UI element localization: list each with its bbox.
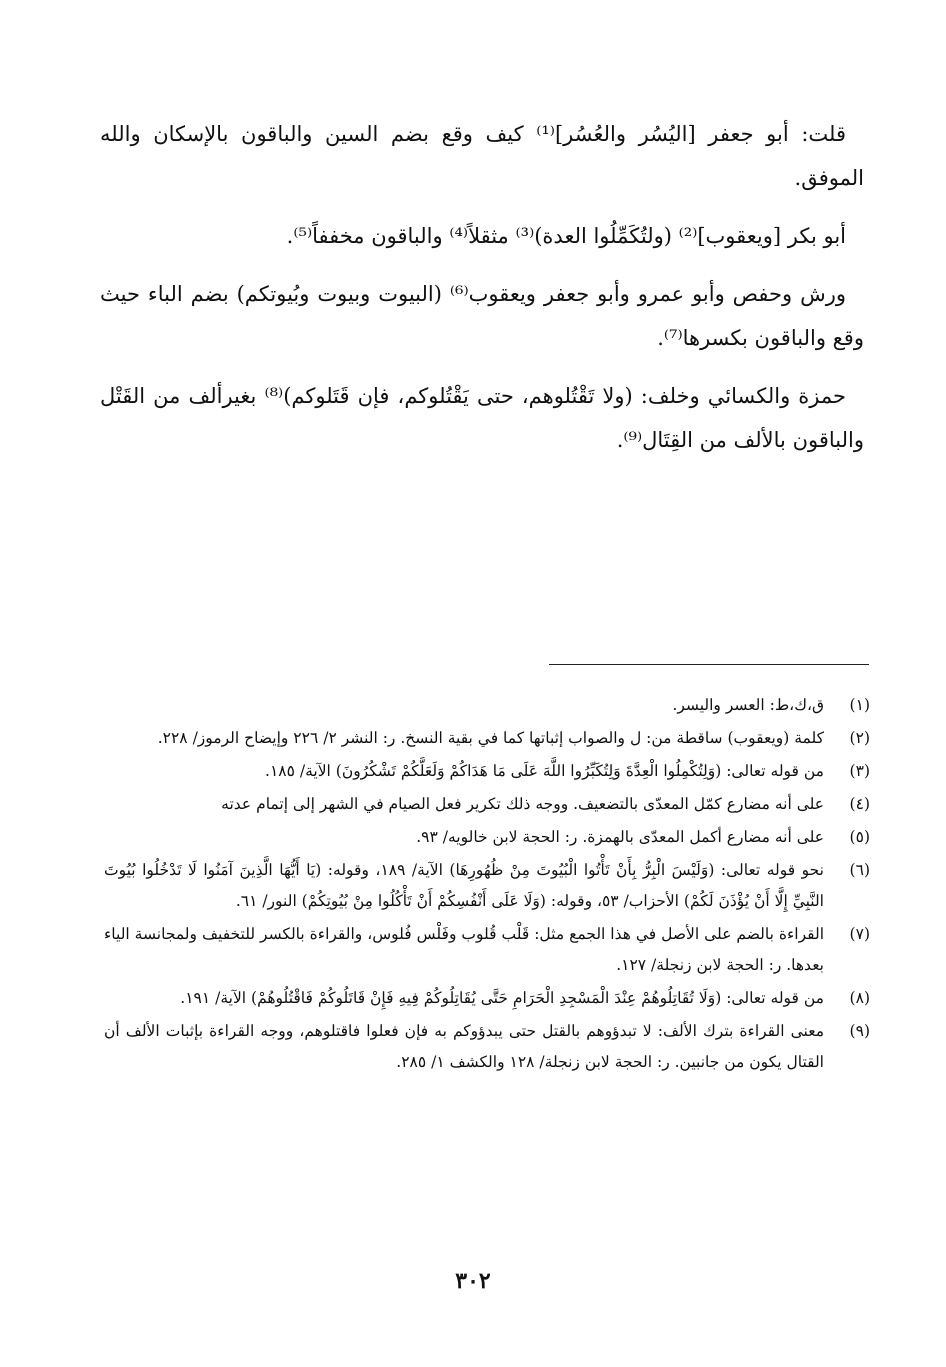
- footnote: [104, 919, 870, 981]
- footnote-number: (٦): [849, 861, 870, 879]
- footnote: [104, 983, 870, 1014]
- footnote-text: من قوله تعالى: (وَلِتُكْمِلُوا الْعِدَّةَ وَلِتُكَبِّرُوا اللَّهَ عَلَى مَا هَدَاكُمْ وَلَعَلَّكُمْ تَشْكُرُونَ) الآية/ ١٨٥.: [265, 762, 824, 780]
- footnote-number: (١): [849, 696, 870, 714]
- main-text: [100, 112, 864, 476]
- footnote-number: (٨): [849, 989, 870, 1007]
- footnote-text: نحو قوله تعالى: (وَلَيْسَ الْبِرُّ بِأَنْ تَأْتُوا الْبُيُوتَ مِنْ ظُهُورِهَا) الآية/ ١٨٩، وقوله: (يَا أَيُّهَا الَّذِينَ آمَنُوا لَا تَدْخُلُوا بُيُوتَ النَّبِيِّ إِلَّا أَنْ يُؤْذَنَ لَكُمْ) الأحزاب/ ٥٣، وقوله: (وَلَا عَلَى أَنْفُسِكُمْ أَنْ تَأْكُلُوا مِنْ بُيُوتِكُمْ) النور/ ٦١.: [104, 861, 824, 910]
- footnote-divider: [549, 664, 869, 665]
- footnote-number: (٥): [849, 828, 870, 846]
- footnote: [104, 855, 870, 917]
- footnotes: [104, 690, 870, 1080]
- footnote-text: على أنه مضارع أكمل المعدّى بالهمزة. ر: الحجة لابن خالويه/ ٩٣.: [416, 828, 824, 846]
- footnote-text: كلمة (ويعقوب) ساقطة من: ل والصواب إثباتها كما في بقية النسخ. ر: النشر ٢/ ٢٢٦ وإيضاح الرموز/ ٢٢٨.: [157, 729, 824, 747]
- footnote: [104, 690, 870, 721]
- footnote-text: معنى القراءة بترك الألف: لا تبدؤوهم بالقتل حتى يبدؤوكم به فإن فعلوا فاقتلوهم، ووجه القراءة بإثبات الألف أن القتال يكون من جانبين. ر: الحجة لابن زنجلة/ ١٢٨ والكشف ١/ ٢٨٥.: [104, 1022, 825, 1071]
- footnote: [104, 723, 870, 754]
- footnote: [104, 789, 870, 820]
- paragraph: حمزة والكسائي وخلف: (ولا تَقْتُلوهم، حتى يَقْتُلوكم، فإن قَتَلوكم)⁽⁸⁾ بغيرألف من القَتْل والباقون بالألف من القِتَال⁽⁹⁾.: [100, 384, 864, 452]
- paragraph: أبو بكر [ويعقوب]⁽²⁾ (ولتُكَمِّلُوا العدة)⁽³⁾ مثقلاً⁽⁴⁾ والباقون مخففاً⁽⁵⁾.: [286, 224, 846, 248]
- page-number: ٣٠٢: [455, 1268, 491, 1294]
- footnote-number: (٩): [849, 1022, 870, 1040]
- footnote-text: القراءة بالضم على الأصل في هذا الجمع مثل: قَلْب قُلوب وفَلْس فُلوس، والقراءة بالكسر للتخفيف ولمجانسة الياء بعدها. ر: الحجة لابن زنجلة/ ١٢٧.: [104, 925, 824, 974]
- footnote-text: على أنه مضارع كمّل المعدّى بالتضعيف. ووجه ذلك تكرير فعل الصيام في الشهر إلى إتمام عدته: [221, 795, 824, 813]
- footnote-text: ق،ك،ط: العسر واليسر.: [672, 696, 824, 714]
- footnote-text: من قوله تعالى: (وَلَا تُقَاتِلُوهُمْ عِنْدَ الْمَسْجِدِ الْحَرَامِ حَتَّى يُقَاتِلُوكُمْ فِيهِ فَإِنْ قَاتَلُوكُمْ فَاقْتُلُوهُمْ) الآية/ ١٩١.: [180, 989, 824, 1007]
- footnote: [104, 1016, 870, 1078]
- footnote-number: (٧): [849, 925, 870, 943]
- footnote: [104, 822, 870, 853]
- paragraph: قلت: أبو جعفر [اليُسُر والعُسُر]⁽¹⁾ كيف وقع بضم السين والباقون بالإسكان والله الموفق.: [100, 122, 864, 190]
- footnote: [104, 756, 870, 787]
- footnote-number: (٤): [849, 795, 870, 813]
- footnote-number: (٢): [849, 729, 870, 747]
- paragraph: ورش وحفص وأبو عمرو وأبو جعفر ويعقوب⁽⁶⁾ (البيوت وبيوت وبُيوتكم) بضم الباء حيث وقع والباقون بكسرها⁽⁷⁾.: [100, 282, 864, 350]
- footnote-number: (٣): [849, 762, 870, 780]
